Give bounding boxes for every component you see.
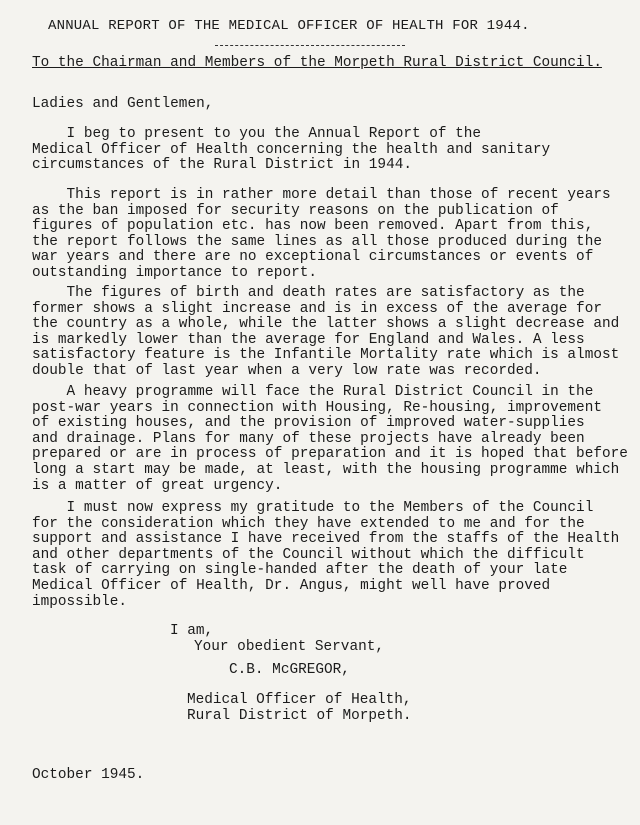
document-title: ANNUAL REPORT OF THE MEDICAL OFFICER OF HEALTH FOR 1944. — [48, 18, 530, 34]
signatory-position: Medical Officer of Health, — [187, 692, 412, 708]
text-line: is a matter of great urgency. — [32, 477, 283, 494]
text-line: post-war years in connection with Housing, Re-housing, improvement — [32, 399, 602, 416]
signoff-closing: I am, — [170, 623, 214, 639]
text-line: and drainage. Plans for many of these projects have already been — [32, 430, 585, 447]
paragraph-housing-programme — [32, 384, 628, 494]
signatory-office: Rural District of Morpeth. — [187, 708, 412, 724]
text-line: outstanding importance to report. — [32, 264, 317, 281]
text-line: I must now express my gratitude to the Members of the Council — [32, 500, 594, 516]
text-line: as the ban imposed for security reasons on the publication of — [32, 202, 559, 219]
text-line: Medical Officer of Health, Dr. Angus, might well have proved — [32, 577, 551, 594]
paragraph-gratitude — [32, 501, 622, 610]
text-line: war years and there are no exceptional circumstances or events of — [32, 249, 594, 266]
text-line: the country as a whole, while the latter shows a slight decrease and — [32, 316, 620, 333]
text-line: long a start may be made, at least, with the housing programme which — [32, 461, 620, 478]
text-line: I beg to present to you the Annual Report of the — [32, 126, 482, 142]
text-line: is markedly lower than the average for England and Wales. A less — [32, 331, 585, 348]
text-line: The figures of birth and death rates are satisfactory as the — [32, 285, 585, 301]
title-divider — [215, 45, 405, 46]
text-line: impossible. — [32, 593, 127, 610]
text-line: support and assistance I have received from the staffs of the Health — [32, 531, 620, 548]
text-line: Medical Officer of Health concerning the health and sanitary — [32, 141, 551, 158]
text-line: This report is in rather more detail than those of recent years — [32, 187, 611, 203]
text-line: of existing houses, and the provision of improved water-supplies — [32, 415, 585, 432]
text-line: figures of population etc. has now been removed. Apart from this, — [32, 218, 594, 235]
text-line: A heavy programme will face the Rural District Council in the — [32, 384, 594, 400]
text-line: task of carrying on single-handed after the death of your late — [32, 562, 568, 579]
paragraph-introduction — [32, 127, 622, 174]
text-line: satisfactory feature is the Infantile Mortality rate which is almost — [32, 347, 620, 364]
paragraph-birth-death-rates — [32, 286, 622, 380]
salutation: Ladies and Gentlemen, — [32, 96, 214, 112]
signatory-name: C.B. McGREGOR, — [229, 662, 350, 678]
text-line: former shows a slight increase and is in excess of the average for — [32, 300, 602, 317]
text-line: for the consideration which they have extended to me and for the — [32, 515, 585, 532]
text-line: prepared or are in process of preparation and it is hoped that before — [32, 446, 628, 463]
text-line: double that of last year when a very low rate was recorded. — [32, 362, 542, 379]
text-line: circumstances of the Rural District in 1944. — [32, 157, 412, 174]
address-line: To the Chairman and Members of the Morpeth Rural District Council. — [32, 55, 602, 71]
document-date: October 1945. — [32, 767, 145, 783]
text-line: the report follows the same lines as all those produced during the — [32, 233, 602, 250]
text-line: and other departments of the Council without which the difficult — [32, 546, 585, 563]
signoff-valediction: Your obedient Servant, — [194, 639, 384, 655]
paragraph-report-detail — [32, 188, 622, 282]
